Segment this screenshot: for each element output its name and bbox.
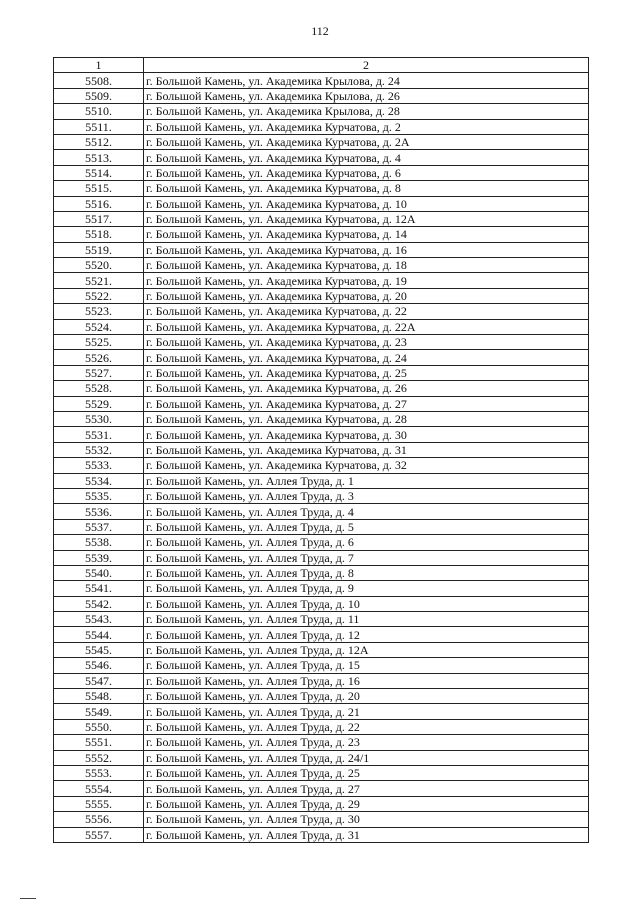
table-row — [54, 411, 589, 426]
address-cell: г. Большой Камень, ул. Аллея Труда, д. 16 — [144, 673, 589, 688]
table-row — [54, 227, 589, 242]
table-row — [54, 442, 589, 457]
row-number-cell: 5534. — [54, 473, 144, 488]
row-number-cell: 5509. — [54, 88, 144, 103]
table-row — [54, 535, 589, 550]
row-number-cell: 5517. — [54, 211, 144, 226]
row-number-cell: 5547. — [54, 673, 144, 688]
row-number-cell: 5512. — [54, 134, 144, 149]
address-cell: г. Большой Камень, ул. Академика Крылова, д. 24 — [144, 73, 589, 88]
table-row — [54, 796, 589, 811]
address-cell: г. Большой Камень, ул. Аллея Труда, д. 7 — [144, 550, 589, 565]
table-row — [54, 104, 589, 119]
table-row — [54, 519, 589, 534]
row-number-cell: 5540. — [54, 565, 144, 580]
table-row — [54, 211, 589, 226]
table-row — [54, 781, 589, 796]
table-row — [54, 642, 589, 657]
table-row — [54, 488, 589, 503]
address-cell: г. Большой Камень, ул. Аллея Труда, д. 27 — [144, 781, 589, 796]
table-row — [54, 73, 589, 88]
row-number-cell: 5528. — [54, 381, 144, 396]
row-number-cell: 5518. — [54, 227, 144, 242]
row-number-cell: 5555. — [54, 796, 144, 811]
address-cell: г. Большой Камень, ул. Аллея Труда, д. 29 — [144, 796, 589, 811]
address-cell: г. Большой Камень, ул. Аллея Труда, д. 4 — [144, 504, 589, 519]
table-row — [54, 689, 589, 704]
row-number-cell: 5551. — [54, 735, 144, 750]
table-row — [54, 750, 589, 765]
address-cell: г. Большой Камень, ул. Академика Курчатова, д. 18 — [144, 258, 589, 273]
address-cell: г. Большой Камень, ул. Академика Курчатова, д. 16 — [144, 242, 589, 257]
row-number-cell: 5515. — [54, 181, 144, 196]
row-number-cell: 5537. — [54, 519, 144, 534]
address-cell: г. Большой Камень, ул. Академика Курчатова, д. 12А — [144, 211, 589, 226]
row-number-cell: 5533. — [54, 458, 144, 473]
row-number-cell: 5522. — [54, 288, 144, 303]
row-number-cell: 5529. — [54, 396, 144, 411]
row-number-cell: 5539. — [54, 550, 144, 565]
row-number-cell: 5550. — [54, 719, 144, 734]
address-cell: г. Большой Камень, ул. Аллея Труда, д. 12 — [144, 627, 589, 642]
address-cell: г. Большой Камень, ул. Академика Курчатова, д. 30 — [144, 427, 589, 442]
address-cell: г. Большой Камень, ул. Академика Курчатова, д. 2 — [144, 119, 589, 134]
row-number-cell: 5543. — [54, 612, 144, 627]
row-number-cell: 5554. — [54, 781, 144, 796]
row-number-cell: 5536. — [54, 504, 144, 519]
address-cell: г. Большой Камень, ул. Академика Курчатова, д. 10 — [144, 196, 589, 211]
table-row — [54, 596, 589, 611]
row-number-cell: 5508. — [54, 73, 144, 88]
row-number-cell: 5513. — [54, 150, 144, 165]
address-cell: г. Большой Камень, ул. Аллея Труда, д. 12А — [144, 642, 589, 657]
address-cell: г. Большой Камень, ул. Аллея Труда, д. 5 — [144, 519, 589, 534]
address-cell: г. Большой Камень, ул. Академика Курчатова, д. 20 — [144, 288, 589, 303]
row-number-cell: 5556. — [54, 812, 144, 827]
row-number-cell: 5527. — [54, 365, 144, 380]
table-row — [54, 273, 589, 288]
table-row — [54, 288, 589, 303]
table-row — [54, 581, 589, 596]
address-cell: г. Большой Камень, ул. Академика Курчатова, д. 23 — [144, 335, 589, 350]
address-cell: г. Большой Камень, ул. Академика Курчатова, д. 25 — [144, 365, 589, 380]
address-cell: г. Большой Камень, ул. Академика Курчатова, д. 8 — [144, 181, 589, 196]
column-header-number: 1 — [54, 58, 144, 73]
address-cell: г. Большой Камень, ул. Аллея Труда, д. 3 — [144, 488, 589, 503]
address-cell: г. Большой Камень, ул. Аллея Труда, д. 11 — [144, 612, 589, 627]
row-number-cell: 5510. — [54, 104, 144, 119]
address-cell: г. Большой Камень, ул. Аллея Труда, д. 30 — [144, 812, 589, 827]
address-cell: г. Большой Камень, ул. Академика Курчатова, д. 22А — [144, 319, 589, 334]
address-cell: г. Большой Камень, ул. Аллея Труда, д. 1 — [144, 473, 589, 488]
table-row — [54, 719, 589, 734]
address-cell: г. Большой Камень, ул. Академика Курчатова, д. 6 — [144, 165, 589, 180]
table-row — [54, 196, 589, 211]
table-row — [54, 427, 589, 442]
table-row — [54, 350, 589, 365]
table-row — [54, 396, 589, 411]
address-cell: г. Большой Камень, ул. Академика Курчатова, д. 28 — [144, 411, 589, 426]
table-body — [54, 73, 589, 843]
row-number-cell: 5545. — [54, 642, 144, 657]
row-number-cell: 5542. — [54, 596, 144, 611]
table-row — [54, 119, 589, 134]
address-cell: г. Большой Камень, ул. Академика Курчатова, д. 27 — [144, 396, 589, 411]
row-number-cell: 5544. — [54, 627, 144, 642]
address-cell: г. Большой Камень, ул. Аллея Труда, д. 8 — [144, 565, 589, 580]
address-cell: г. Большой Камень, ул. Аллея Труда, д. 23 — [144, 735, 589, 750]
address-cell: г. Большой Камень, ул. Академика Курчатова, д. 14 — [144, 227, 589, 242]
row-number-cell: 5553. — [54, 765, 144, 780]
address-cell: г. Большой Камень, ул. Аллея Труда, д. 24/1 — [144, 750, 589, 765]
table-row — [54, 319, 589, 334]
address-cell: г. Большой Камень, ул. Аллея Труда, д. 31 — [144, 827, 589, 842]
address-cell: г. Большой Камень, ул. Академика Курчатова, д. 4 — [144, 150, 589, 165]
row-number-cell: 5520. — [54, 258, 144, 273]
row-number-cell: 5548. — [54, 689, 144, 704]
address-cell: г. Большой Камень, ул. Аллея Труда, д. 20 — [144, 689, 589, 704]
table-row — [54, 704, 589, 719]
address-cell: г. Большой Камень, ул. Аллея Труда, д. 21 — [144, 704, 589, 719]
footer-rule — [20, 898, 36, 899]
address-cell: г. Большой Камень, ул. Аллея Труда, д. 22 — [144, 719, 589, 734]
row-number-cell: 5516. — [54, 196, 144, 211]
address-cell: г. Большой Камень, ул. Академика Курчатова, д. 32 — [144, 458, 589, 473]
table-row — [54, 258, 589, 273]
address-cell: г. Большой Камень, ул. Аллея Труда, д. 15 — [144, 658, 589, 673]
row-number-cell: 5526. — [54, 350, 144, 365]
table-row — [54, 550, 589, 565]
table-row — [54, 812, 589, 827]
address-cell: г. Большой Камень, ул. Академика Курчатова, д. 2А — [144, 134, 589, 149]
row-number-cell: 5532. — [54, 442, 144, 457]
row-number-cell: 5511. — [54, 119, 144, 134]
table-header — [54, 58, 589, 73]
table-row — [54, 473, 589, 488]
row-number-cell: 5557. — [54, 827, 144, 842]
address-cell: г. Большой Камень, ул. Аллея Труда, д. 6 — [144, 535, 589, 550]
table-row — [54, 335, 589, 350]
table-row — [54, 381, 589, 396]
table-row — [54, 627, 589, 642]
row-number-cell: 5546. — [54, 658, 144, 673]
page-number: 112 — [311, 24, 329, 38]
address-cell: г. Большой Камень, ул. Аллея Труда, д. 9 — [144, 581, 589, 596]
table-row — [54, 242, 589, 257]
row-number-cell: 5514. — [54, 165, 144, 180]
table-row — [54, 181, 589, 196]
table-header-row — [54, 58, 589, 73]
row-number-cell: 5525. — [54, 335, 144, 350]
table-row — [54, 365, 589, 380]
address-cell: г. Большой Камень, ул. Академика Курчатова, д. 26 — [144, 381, 589, 396]
row-number-cell: 5549. — [54, 704, 144, 719]
column-header-address: 2 — [144, 58, 589, 73]
table-row — [54, 165, 589, 180]
table-row — [54, 88, 589, 103]
address-cell: г. Большой Камень, ул. Академика Курчатова, д. 24 — [144, 350, 589, 365]
address-cell: г. Большой Камень, ул. Академика Курчатова, д. 22 — [144, 304, 589, 319]
row-number-cell: 5524. — [54, 319, 144, 334]
table-row — [54, 658, 589, 673]
address-cell: г. Большой Камень, ул. Аллея Труда, д. 10 — [144, 596, 589, 611]
row-number-cell: 5538. — [54, 535, 144, 550]
address-cell: г. Большой Камень, ул. Аллея Труда, д. 25 — [144, 765, 589, 780]
table-row — [54, 612, 589, 627]
address-cell: г. Большой Камень, ул. Академика Курчатова, д. 19 — [144, 273, 589, 288]
address-cell: г. Большой Камень, ул. Академика Крылова, д. 26 — [144, 88, 589, 103]
table-row — [54, 765, 589, 780]
table-row — [54, 735, 589, 750]
address-cell: г. Большой Камень, ул. Академика Курчатова, д. 31 — [144, 442, 589, 457]
row-number-cell: 5530. — [54, 411, 144, 426]
table-row — [54, 565, 589, 580]
table-row — [54, 150, 589, 165]
row-number-cell: 5535. — [54, 488, 144, 503]
row-number-cell: 5541. — [54, 581, 144, 596]
row-number-cell: 5521. — [54, 273, 144, 288]
table-row — [54, 673, 589, 688]
row-number-cell: 5523. — [54, 304, 144, 319]
table-row — [54, 304, 589, 319]
table-row — [54, 458, 589, 473]
row-number-cell: 5519. — [54, 242, 144, 257]
table-row — [54, 504, 589, 519]
address-cell: г. Большой Камень, ул. Академика Крылова, д. 28 — [144, 104, 589, 119]
row-number-cell: 5552. — [54, 750, 144, 765]
table-row — [54, 134, 589, 149]
address-registry-table — [53, 57, 589, 843]
table-row — [54, 827, 589, 842]
row-number-cell: 5531. — [54, 427, 144, 442]
